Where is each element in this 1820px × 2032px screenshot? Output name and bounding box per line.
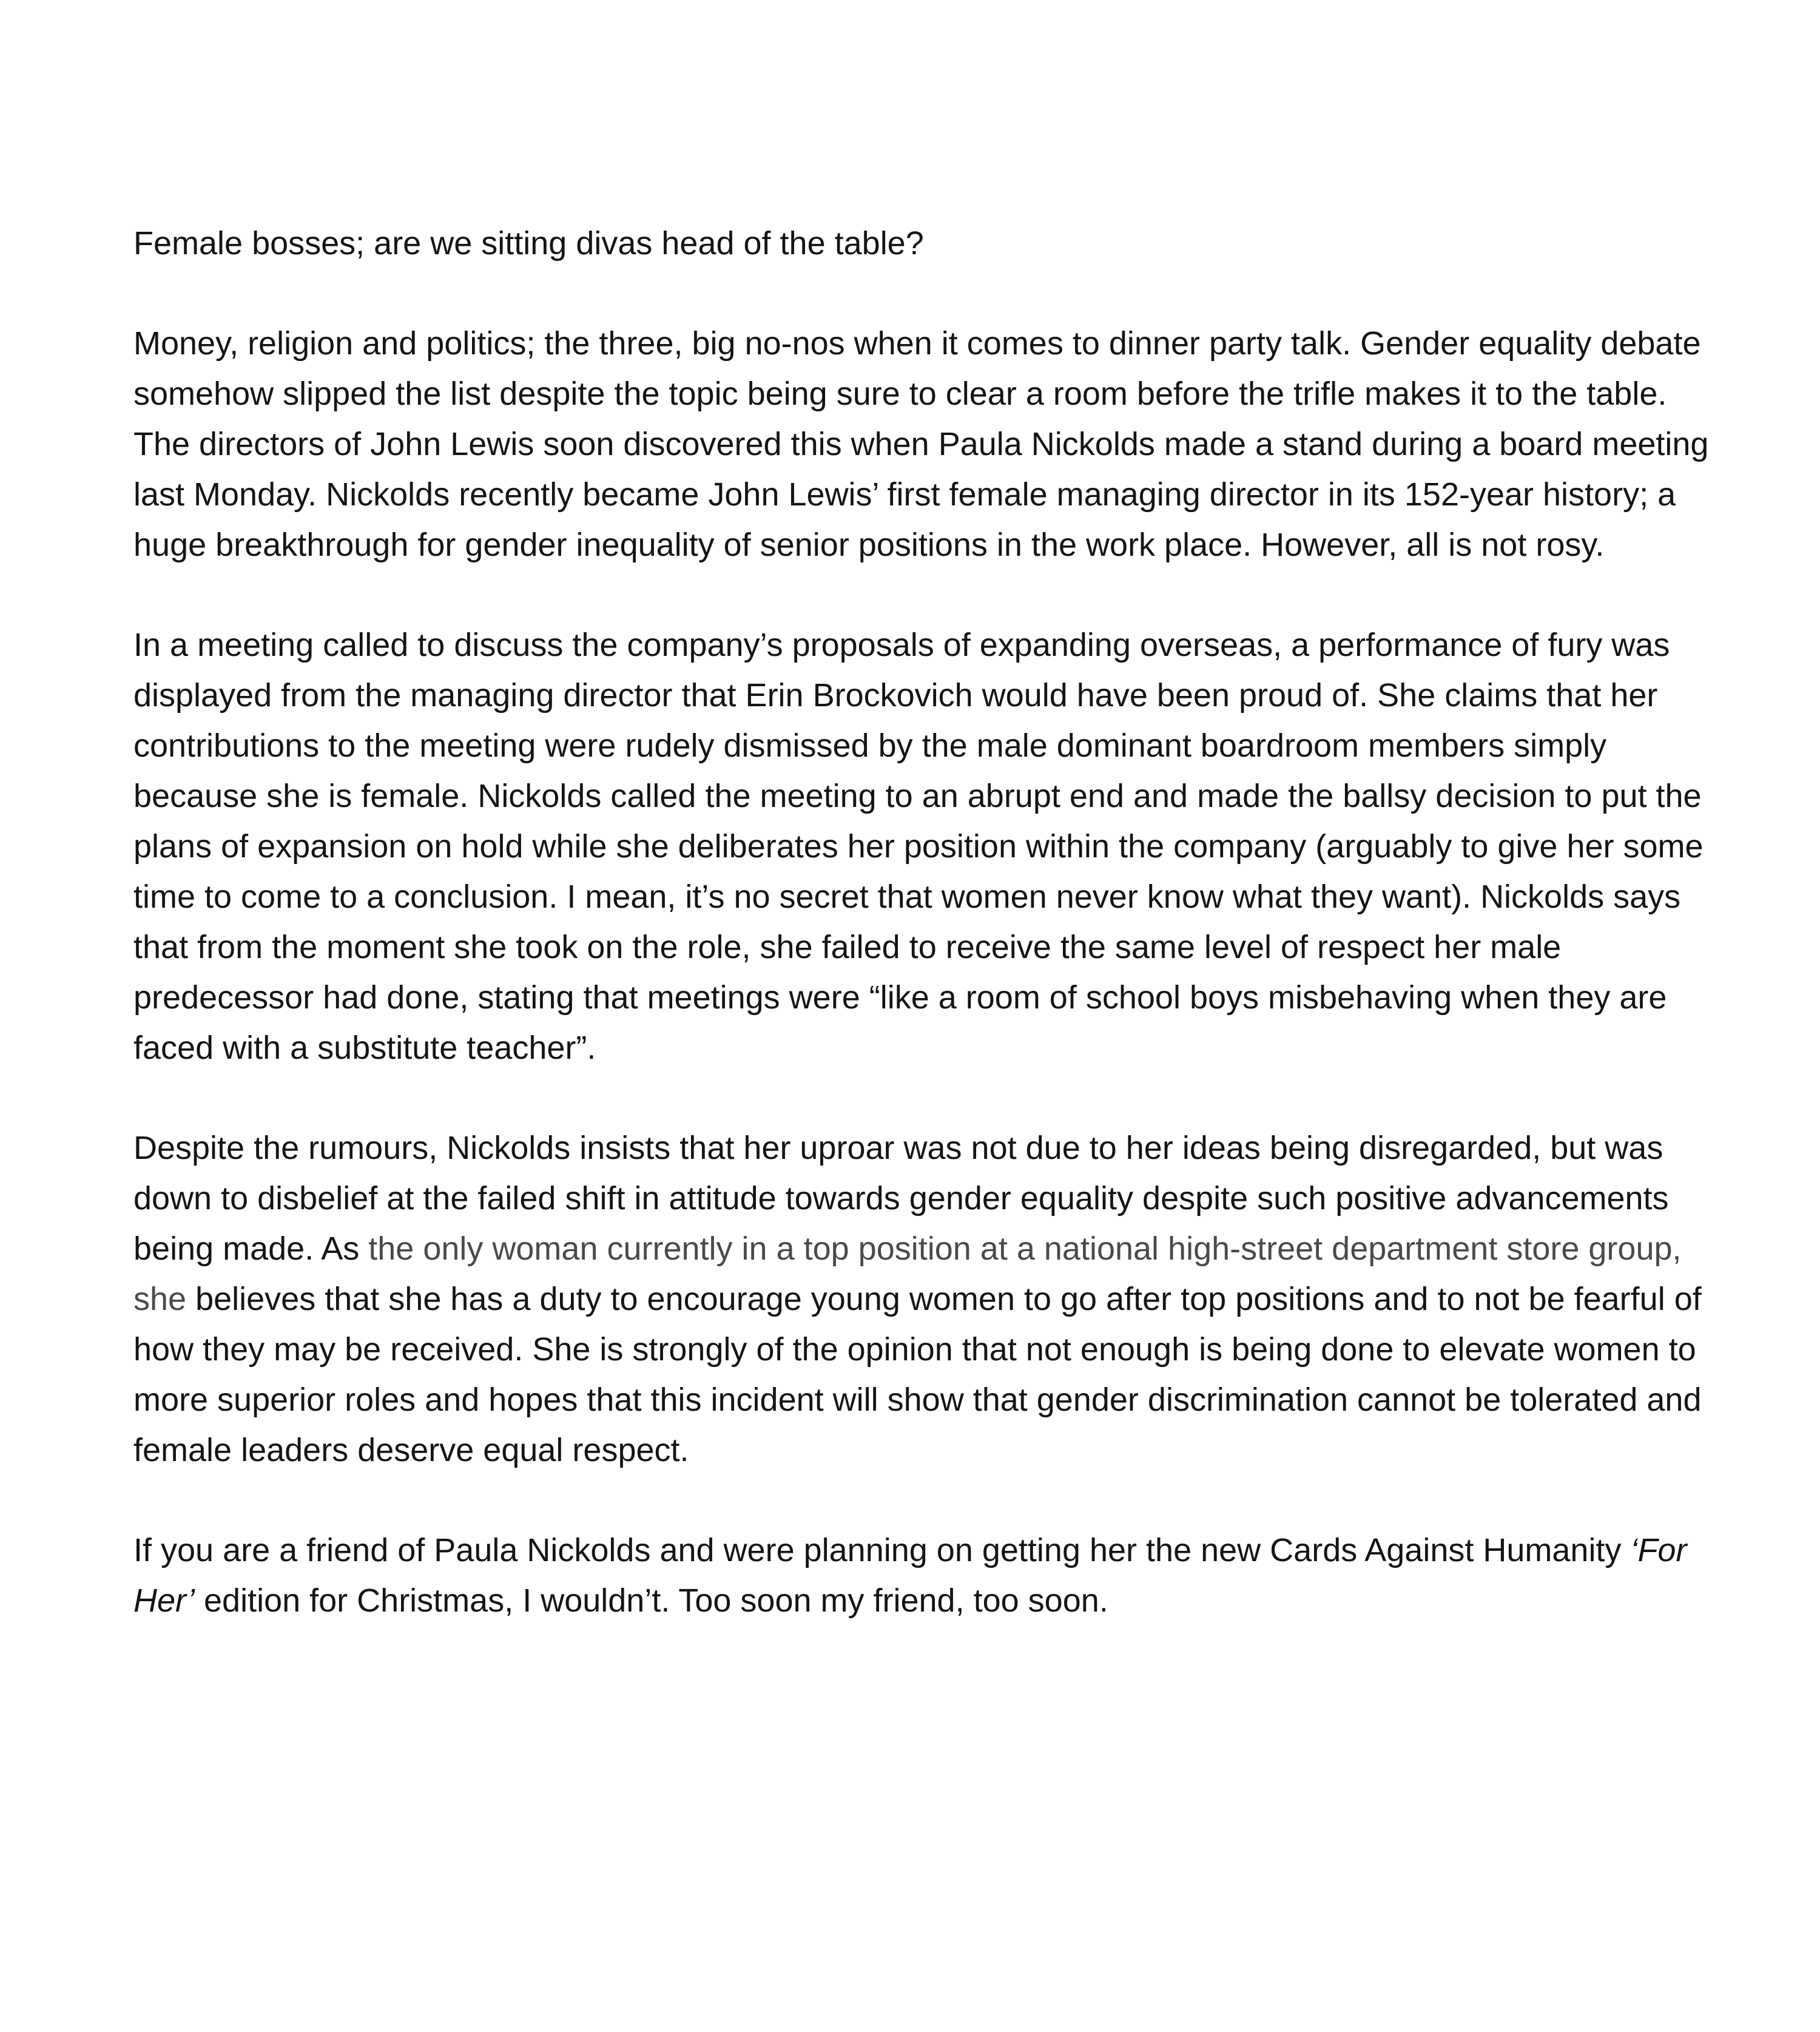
paragraph-closing-lead: If you are a friend of Paula Nickolds and were planning on getting her the new Cards Against Humanity xyxy=(133,1532,1631,1568)
paragraph-meeting: In a meeting called to discuss the company’s proposals of expanding overseas, a performance of fury was displayed from the managing director that Erin Brockovich would have been proud of. She claims that her contributions to the meeting were rudely dismissed by the male dominant boardroom members simply because she is female. Nickolds called the meeting to an abrupt end and made the ballsy decision to put the plans of expansion on hold while she deliberates her position within the company (arguably to give her some time to come to a conclusion. I mean, it’s no secret that women never know what they want). Nickolds says that from the moment she took on the role, she failed to receive the same level of respect her male predecessor had done, stating that meetings were “like a room of school boys misbehaving when they are faced with a substitute teacher”. xyxy=(133,627,1704,1066)
paragraph-closing xyxy=(133,1525,1711,1626)
paragraph-rumours-rest: believes that she has a duty to encourage young women to go after top positions and to not be fearful of how they may be received. She is strongly of the opinion that not enough is being done to elevate women to more superior roles and hopes that this incident will show that gender discrimination cannot be tolerated and female leaders deserve equal respect. xyxy=(133,1281,1702,1468)
document-page xyxy=(133,218,1711,1676)
paragraph-closing-emphasis: ‘For Her’ xyxy=(133,1532,1687,1619)
paragraph-rumours-quoted: the only woman currently in a top position at a national high-street department store group, she xyxy=(133,1230,1682,1317)
paragraph-rumours-lead: Despite the rumours, Nickolds insists that her uproar was not due to her ideas being disregarded, but was down to disbelief at the failed shift in attitude towards gender equality despite such positive advancements being made. As xyxy=(133,1130,1669,1267)
paragraph-rumours xyxy=(133,1123,1711,1476)
paragraph-closing-rest: edition for Christmas, I wouldn’t. Too soon my friend, too soon. xyxy=(195,1582,1108,1619)
article-title: Female bosses; are we sitting divas head of the table? xyxy=(133,225,924,262)
paragraph-intro: Money, religion and politics; the three, big no-nos when it comes to dinner party talk. Gender equality debate somehow slipped the list despite the topic being sure to clear a room before the trifle makes it to the table. The directors of John Lewis soon discovered this when Paula Nickolds made a stand during a board meeting last Monday. Nickolds recently became John Lewis’ first female managing director in its 152-year history; a huge breakthrough for gender inequality of senior positions in the work place. However, all is not rosy. xyxy=(133,325,1709,563)
